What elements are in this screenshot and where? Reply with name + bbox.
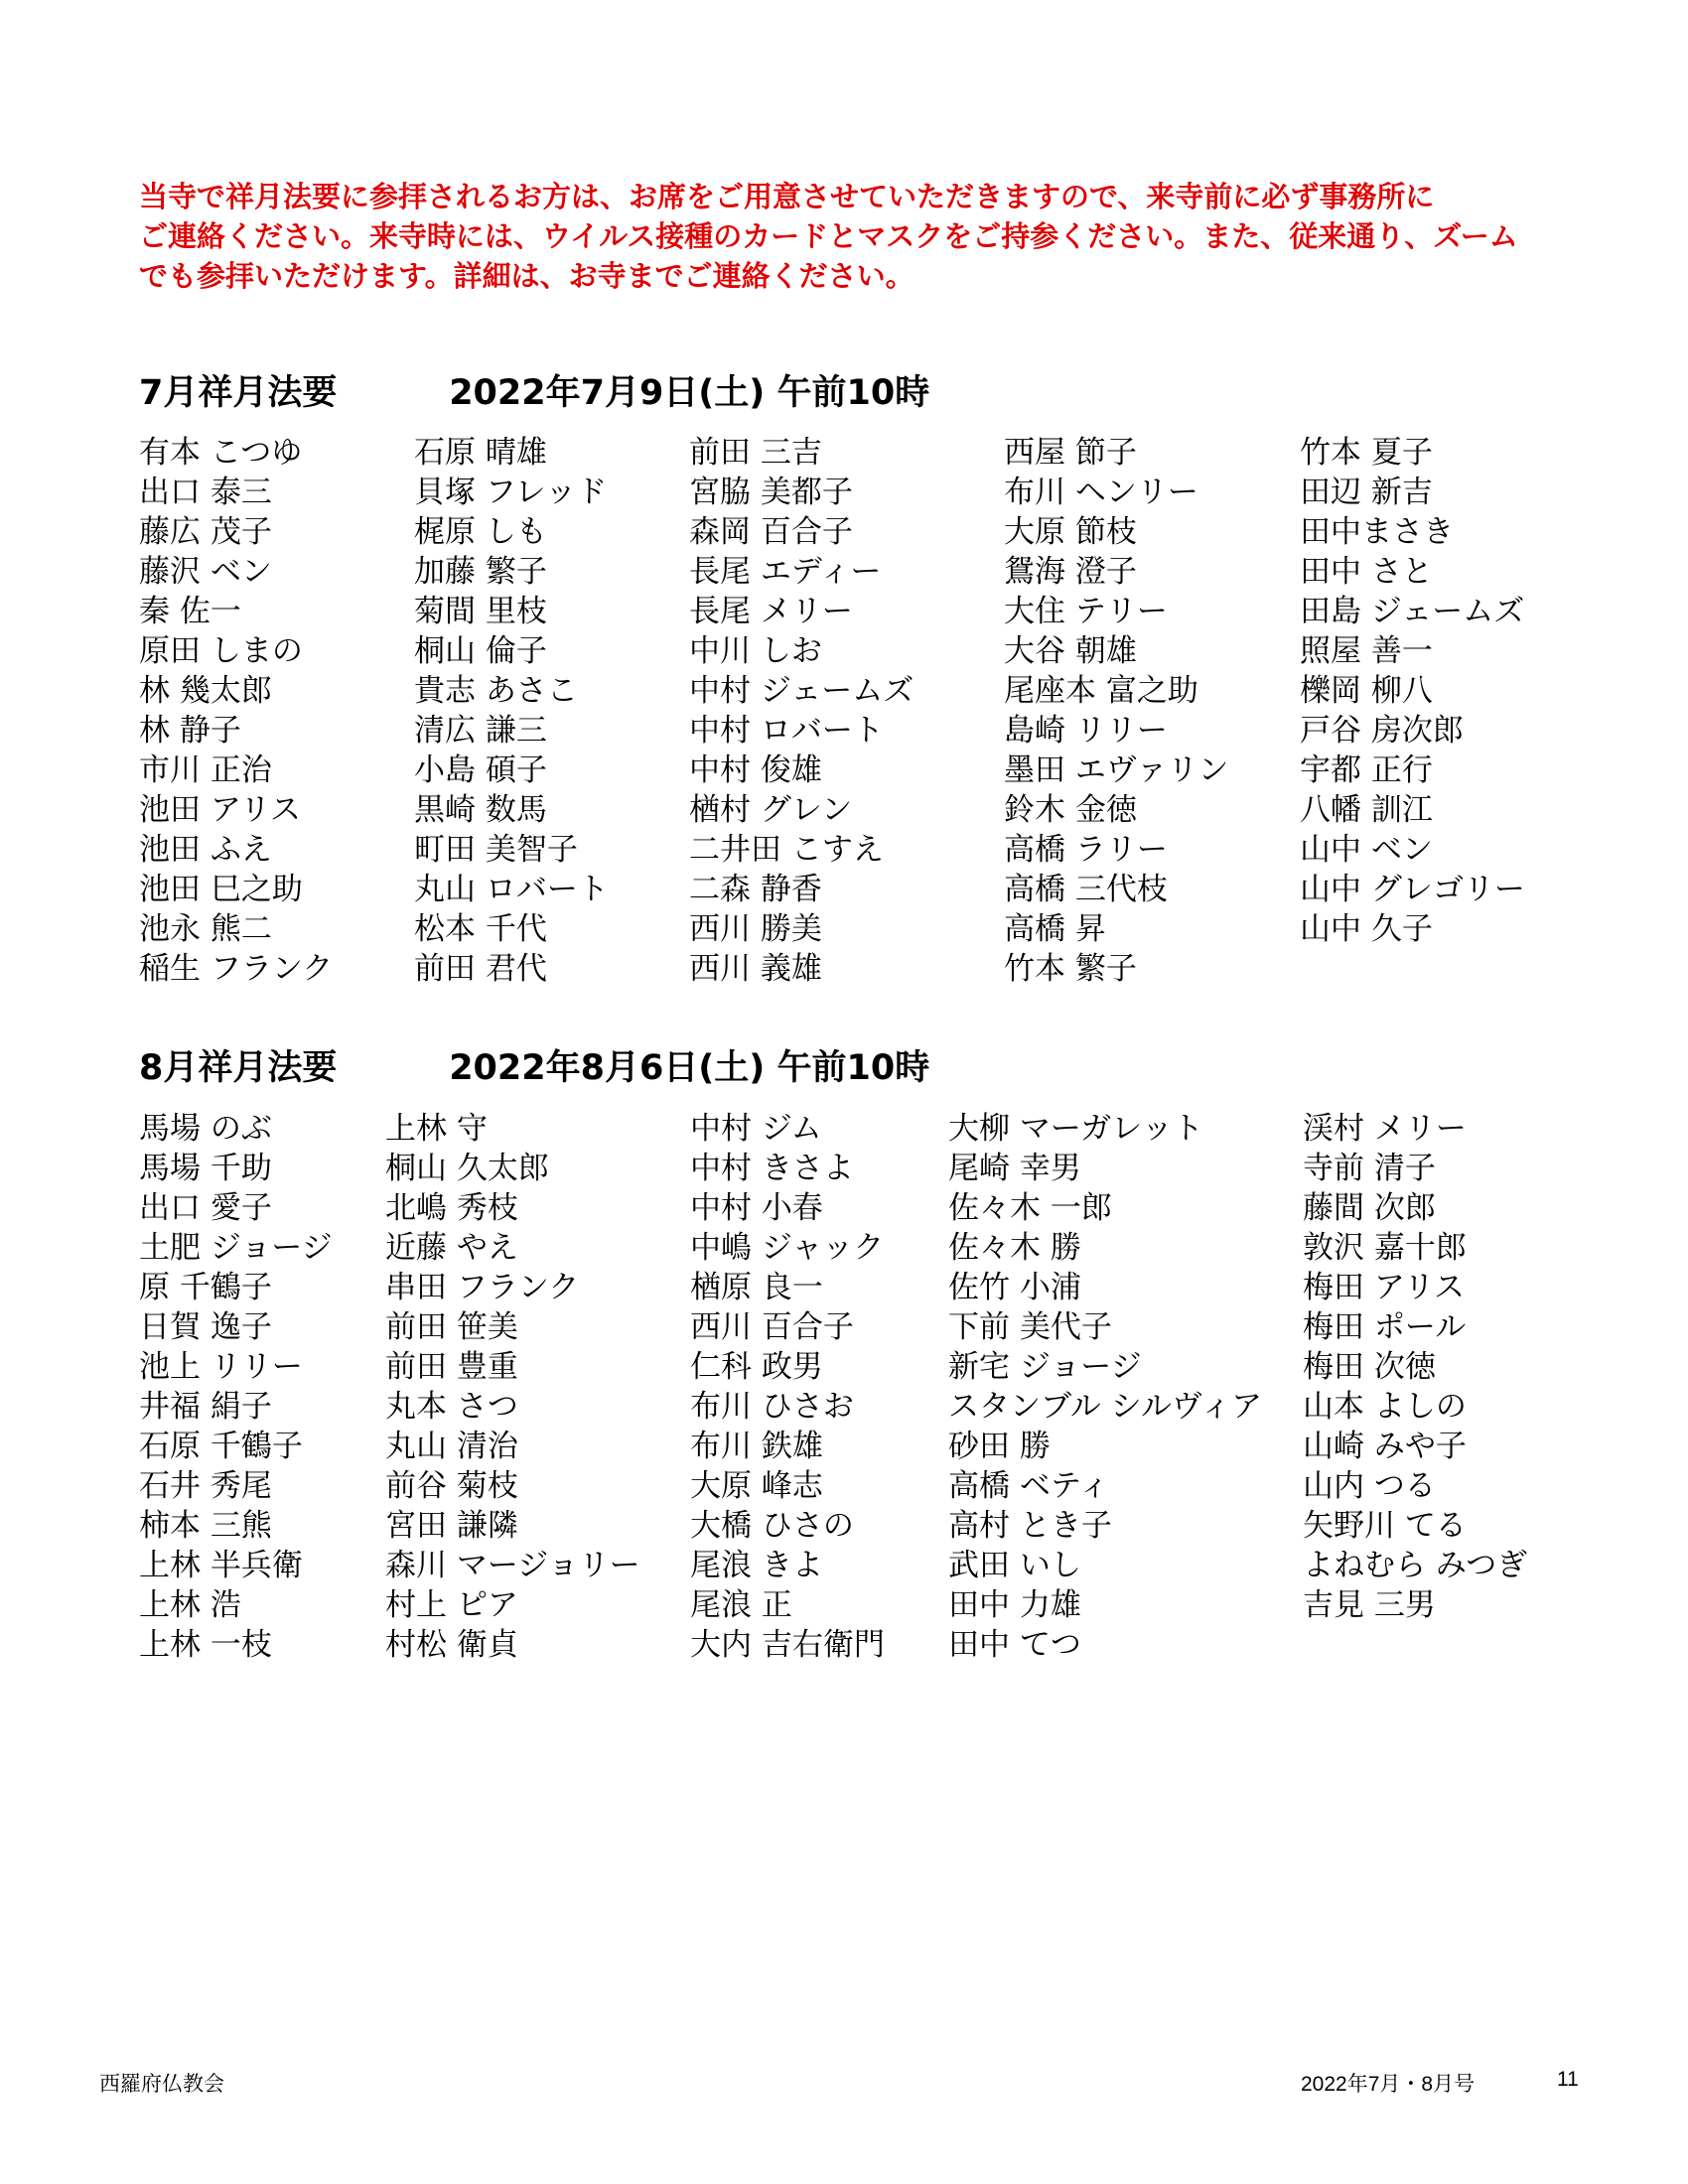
notice-text (139, 177, 1549, 296)
member-name: 菊間 里枝 (414, 594, 547, 629)
member-name: 前田 豊重 (385, 1349, 518, 1385)
member-name: 大原 節枝 (1004, 514, 1137, 550)
name-column (414, 433, 689, 989)
member-name: 池永 熊二 (139, 911, 272, 947)
member-name: 石原 千鶴子 (139, 1429, 303, 1464)
member-name: 宇都 正行 (1300, 752, 1433, 788)
july-names-grid (139, 433, 1558, 989)
member-name: 鈴木 金徳 (1004, 792, 1137, 828)
member-name: 山本 よしの (1303, 1389, 1467, 1425)
name-column (1303, 1109, 1561, 1665)
member-name: 佐々木 一郎 (948, 1190, 1112, 1226)
member-name: 渓村 メリー (1303, 1111, 1467, 1147)
member-name: 池田 巳之助 (139, 872, 303, 907)
member-name: 原 千鶴子 (139, 1270, 272, 1305)
member-name: 矢野川 てる (1303, 1508, 1467, 1544)
member-name: 馬場 千助 (139, 1151, 272, 1186)
name-column (948, 1109, 1303, 1665)
member-name: 西川 義雄 (689, 951, 822, 987)
member-name: 松本 千代 (414, 911, 547, 947)
member-name: 石原 晴雄 (414, 435, 547, 471)
member-name: 高橋 昇 (1004, 911, 1106, 947)
member-name: 森川 マージョリー (385, 1548, 640, 1583)
section-title: 7月祥月法要 (139, 373, 338, 413)
notice-line: ご連絡ください。来寺時には、ウイルス接種のカードとマスクをご持参ください。また、従来通り、ズーム (139, 219, 1518, 253)
member-name: 中村 ロバート (689, 713, 884, 749)
member-name: 竹本 夏子 (1300, 435, 1433, 471)
member-name: 田中 てつ (948, 1627, 1081, 1663)
member-name: 大橋 ひさの (690, 1508, 854, 1544)
member-name: 鴛海 澄子 (1004, 554, 1137, 590)
member-name: 村上 ピア (385, 1587, 518, 1623)
member-name: 吉見 三男 (1303, 1587, 1436, 1623)
member-name: 砂田 勝 (948, 1429, 1051, 1464)
member-name: 出口 愛子 (139, 1190, 272, 1226)
member-name: 寺前 清子 (1303, 1151, 1436, 1186)
member-name: 稲生 フランク (139, 951, 334, 987)
member-name: 墨田 エヴァリン (1004, 752, 1229, 788)
member-name: 山中 久子 (1300, 911, 1433, 947)
member-name: 井福 絹子 (139, 1389, 272, 1425)
member-name: 田中まさき (1300, 514, 1454, 550)
member-name: 高橋 ベティ (948, 1468, 1110, 1504)
member-name: 戸谷 房次郎 (1300, 713, 1464, 749)
footer-issue: 2022年7月・8月号 (1301, 2073, 1476, 2096)
august-section-header (139, 1044, 929, 1092)
member-name: 近藤 やえ (385, 1230, 518, 1266)
member-name: 上林 守 (385, 1111, 488, 1147)
member-name: 尾崎 幸男 (948, 1151, 1081, 1186)
member-name: 武田 いし (948, 1548, 1081, 1583)
member-name: 加藤 繁子 (414, 554, 547, 590)
member-name: 山内 つる (1303, 1468, 1436, 1504)
member-name: 宮脇 美都子 (689, 475, 853, 510)
member-name: 竹本 繁子 (1004, 951, 1137, 987)
member-name: 上林 一枝 (139, 1627, 272, 1663)
member-name: 大谷 朝雄 (1004, 633, 1137, 669)
member-name: 田辺 新吉 (1300, 475, 1433, 510)
member-name: 長尾 メリー (689, 594, 853, 629)
member-name: 桐山 倫子 (414, 633, 547, 669)
member-name: 大原 峰志 (690, 1468, 823, 1504)
member-name: 土肥 ジョージ (139, 1230, 333, 1266)
member-name: 梅田 次徳 (1303, 1349, 1436, 1385)
section-date: 2022年7月9日(土) 午前10時 (449, 373, 930, 413)
member-name: 出口 泰三 (139, 475, 272, 510)
member-name: 市川 正治 (139, 752, 272, 788)
member-name: 秦 佐一 (139, 594, 241, 629)
member-name: 前田 三吉 (689, 435, 822, 471)
name-column (139, 433, 414, 989)
name-column (690, 1109, 948, 1665)
member-name: 前田 君代 (414, 951, 547, 987)
section-date: 2022年8月6日(土) 午前10時 (449, 1048, 930, 1088)
notice-line: でも参拝いただけます。詳細は、お寺までご連絡ください。 (139, 259, 914, 293)
member-name: スタンブル シルヴィア (948, 1389, 1262, 1425)
member-name: 新宅 ジョージ (948, 1349, 1142, 1385)
member-name: 前田 笹美 (385, 1309, 518, 1345)
section-title: 8月祥月法要 (139, 1048, 338, 1088)
july-section-header (139, 369, 929, 417)
member-name: 八幡 訓江 (1300, 792, 1433, 828)
member-name: 高村 とき子 (948, 1508, 1112, 1544)
member-name: 貴志 あさこ (414, 673, 578, 709)
member-name: 梅田 ポール (1303, 1309, 1467, 1345)
member-name: 藤広 茂子 (139, 514, 272, 550)
member-name: 布川 ヘンリー (1004, 475, 1198, 510)
member-name: 尾浪 きよ (690, 1548, 823, 1583)
member-name: 二森 静香 (689, 872, 822, 907)
member-name: 丸山 ロバート (414, 872, 609, 907)
member-name: 楢村 グレン (689, 792, 853, 828)
member-name: 島崎 リリー (1004, 713, 1168, 749)
member-name: 下前 美代子 (948, 1309, 1112, 1345)
member-name: 山中 グレゴリー (1300, 872, 1525, 907)
member-name: 中村 俊雄 (689, 752, 822, 788)
name-column (689, 433, 1004, 989)
member-name: 楢原 良一 (690, 1270, 823, 1305)
member-name: 梶原 しも (414, 514, 547, 550)
member-name: 池上 リリー (139, 1349, 303, 1385)
member-name: 中村 ジム (690, 1111, 822, 1147)
member-name: 小島 碩子 (414, 752, 547, 788)
member-name: 中嶋 ジャック (690, 1230, 885, 1266)
member-name: 林 幾太郎 (139, 673, 272, 709)
name-column (1004, 433, 1300, 989)
august-names-grid (139, 1109, 1561, 1665)
member-name: 北嶋 秀枝 (385, 1190, 518, 1226)
member-name: 梅田 アリス (1303, 1270, 1465, 1305)
member-name: 丸本 さつ (385, 1389, 518, 1425)
member-name: よねむら みつぎ (1303, 1548, 1528, 1583)
member-name: 中村 ジェームズ (689, 673, 914, 709)
member-name: 日賀 逸子 (139, 1309, 272, 1345)
member-name: 村松 衛貞 (385, 1627, 518, 1663)
member-name: 貝塚 フレッド (414, 475, 608, 510)
member-name: 山中 ベン (1300, 832, 1433, 868)
member-name: 中村 小春 (690, 1190, 823, 1226)
member-name: 池田 ふえ (139, 832, 272, 868)
member-name: 西屋 節子 (1004, 435, 1137, 471)
footer-organization: 西羅府仏教会 (99, 2073, 224, 2096)
member-name: 二井田 こすえ (689, 832, 884, 868)
member-name: 清広 謙三 (414, 713, 547, 749)
member-name: 柿本 三熊 (139, 1508, 272, 1544)
name-column (1300, 433, 1558, 989)
member-name: 大住 テリー (1004, 594, 1168, 629)
member-name: 佐竹 小浦 (948, 1270, 1081, 1305)
member-name: 上林 半兵衛 (139, 1548, 303, 1583)
member-name: 中村 きさよ (690, 1151, 854, 1186)
member-name: 宮田 謙隣 (385, 1508, 518, 1544)
member-name: 布川 鉄雄 (690, 1429, 823, 1464)
name-column (385, 1109, 690, 1665)
name-column (139, 1109, 385, 1665)
member-name: 照屋 善一 (1300, 633, 1433, 669)
member-name: 藤間 次郎 (1303, 1190, 1436, 1226)
member-name: 尾浪 正 (690, 1587, 792, 1623)
member-name: 石井 秀尾 (139, 1468, 272, 1504)
member-name: 高橋 三代枝 (1004, 872, 1168, 907)
member-name: 長尾 エディー (689, 554, 882, 590)
member-name: 丸山 清治 (385, 1429, 518, 1464)
member-name: 黒崎 数馬 (414, 792, 547, 828)
member-name: 尾座本 富之助 (1004, 673, 1198, 709)
member-name: 中川 しお (689, 633, 822, 669)
member-name: 山崎 みや子 (1303, 1429, 1467, 1464)
member-name: 田島 ジェームズ (1300, 594, 1525, 629)
member-name: 桐山 久太郎 (385, 1151, 549, 1186)
member-name: 町田 美智子 (414, 832, 578, 868)
page-number: 11 (1557, 2068, 1579, 2091)
member-name: 西川 勝美 (689, 911, 822, 947)
member-name: 大柳 マーガレット (948, 1111, 1203, 1147)
member-name: 原田 しまの (139, 633, 303, 669)
member-name: 佐々木 勝 (948, 1230, 1081, 1266)
member-name: 池田 アリス (139, 792, 301, 828)
member-name: 西川 百合子 (690, 1309, 854, 1345)
notice-line: 当寺で祥月法要に参拝されるお方は、お席をご用意させていただきますので、来寺前に必ず事務所に (139, 180, 1435, 213)
member-name: 串田 フランク (385, 1270, 580, 1305)
member-name: 田中 さと (1300, 554, 1433, 590)
member-name: 上林 浩 (139, 1587, 241, 1623)
member-name: 森岡 百合子 (689, 514, 853, 550)
member-name: 前谷 菊枝 (385, 1468, 518, 1504)
member-name: 高橋 ラリー (1004, 832, 1168, 868)
member-name: 田中 力雄 (948, 1587, 1081, 1623)
member-name: 藤沢 ベン (139, 554, 272, 590)
member-name: 林 静子 (139, 713, 241, 749)
member-name: 布川 ひさお (690, 1389, 854, 1425)
member-name: 有本 こつゆ (139, 435, 303, 471)
member-name: 仁科 政男 (690, 1349, 823, 1385)
member-name: 敦沢 嘉十郎 (1303, 1230, 1467, 1266)
member-name: 櫟岡 柳八 (1300, 673, 1433, 709)
member-name: 馬場 のぶ (139, 1111, 272, 1147)
member-name: 大内 吉右衛門 (690, 1627, 885, 1663)
